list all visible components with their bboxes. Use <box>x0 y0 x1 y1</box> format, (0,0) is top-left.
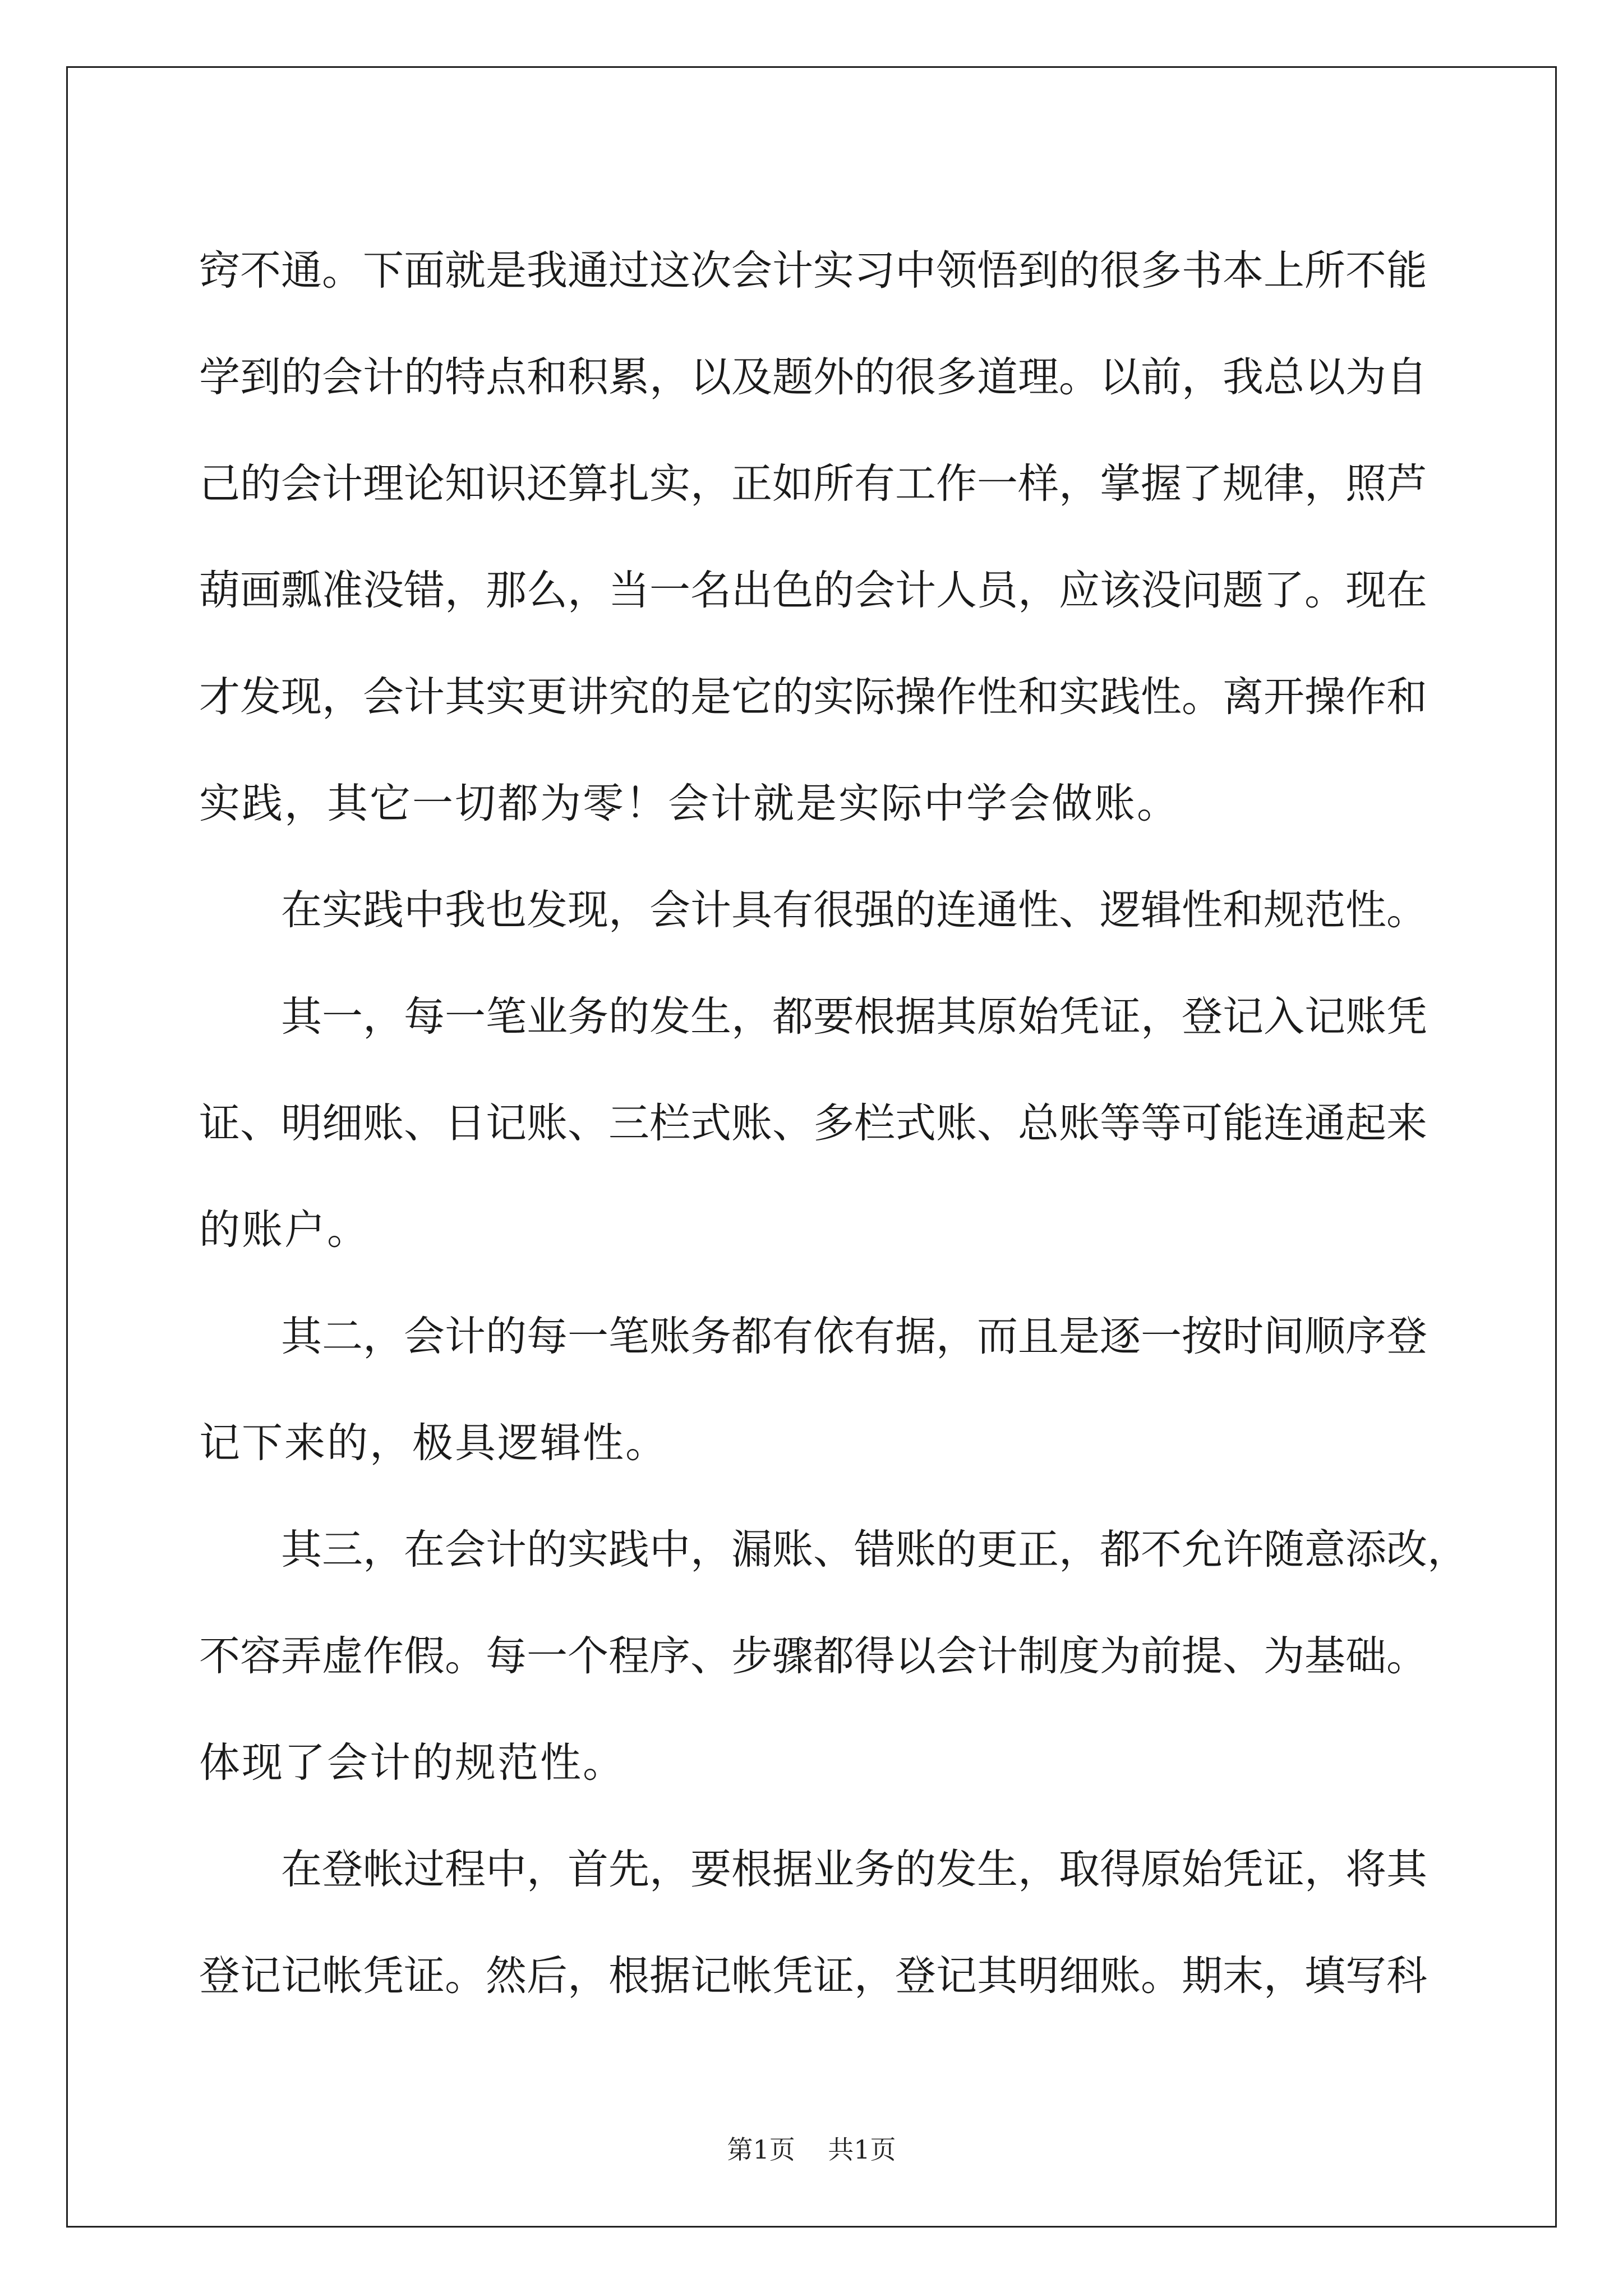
document-body <box>199 218 1468 2030</box>
text-line: 葫 画 瓢 准 没 错 ， 那 么 ， 当 一 名 出 色 的 会 计 人 员 ， 应 该 没 问 题 了 。 现 在 <box>199 567 1427 614</box>
text-line: 才 发 现 ， 会 计 其 实 更 讲 究 的 是 它 的 实 际 操 作 性 和 实 践 性 。 离 开 操 作 和 <box>199 673 1427 721</box>
text-line: 己 的 会 计 理 论 知 识 还 算 扎 实 ， 正 如 所 有 工 作 一 样 ， 掌 握 了 规 律 ， 照 芦 <box>199 460 1427 508</box>
text-line: 在 实 践 中 我 也 发 现 ， 会 计 具 有 很 强 的 连 通 性 、 逻 辑 性 和 规 范 性 。 <box>281 886 1427 934</box>
text-line: 记下来的，极具逻辑性。 <box>199 1419 668 1467</box>
text-line: 学 到 的 会 计 的 特 点 和 积 累 ， 以 及 题 外 的 很 多 道 理 。 以 前 ， 我 总 以 为 自 <box>199 353 1427 401</box>
page-footer: 第1页 共1页 <box>727 2134 896 2165</box>
text-line: 的账户。 <box>199 1206 370 1254</box>
text-line: 其 三 ， 在 会 计 的 实 践 中 ， 漏 账 、 错 账 的 更 正 ， 都 不 允 许 随 意 添 改 ， <box>281 1526 1468 1573</box>
text-line: 证 、 明 细 账 、 日 记 账 、 三 栏 式 账 、 多 栏 式 账 、 总 账 等 等 可 能 连 通 起 来 <box>199 1099 1427 1147</box>
text-line: 不 容 弄 虚 作 假 。 每 一 个 程 序 、 步 骤 都 得 以 会 计 制 度 为 前 提 、 为 基 础 。 <box>199 1632 1427 1680</box>
text-line: 登 记 记 帐 凭 证 。 然 后 ， 根 据 记 帐 凭 证 ， 登 记 其 明 细 账 。 期 末 ， 填 写 科 <box>199 1952 1427 2000</box>
text-line: 体现了会计的规范性。 <box>199 1739 625 1787</box>
text-line: 其 一 ， 每 一 笔 业 务 的 发 生 ， 都 要 根 据 其 原 始 凭 证 ， 登 记 入 记 账 凭 <box>281 993 1427 1041</box>
text-line: 窍 不 通 。 下 面 就 是 我 通 过 这 次 会 计 实 习 中 领 悟 到 的 很 多 书 本 上 所 不 能 <box>199 247 1427 295</box>
text-line: 其 二 ， 会 计 的 每 一 笔 账 务 都 有 依 有 据 ， 而 且 是 逐 一 按 时 间 顺 序 登 <box>281 1313 1427 1360</box>
text-line: 在 登 帐 过 程 中 ， 首 先 ， 要 根 据 业 务 的 发 生 ， 取 得 原 始 凭 证 ， 将 其 <box>281 1846 1427 1893</box>
text-line: 实践，其它一切都为零！会计就是实际中学会做账。 <box>199 780 1179 827</box>
